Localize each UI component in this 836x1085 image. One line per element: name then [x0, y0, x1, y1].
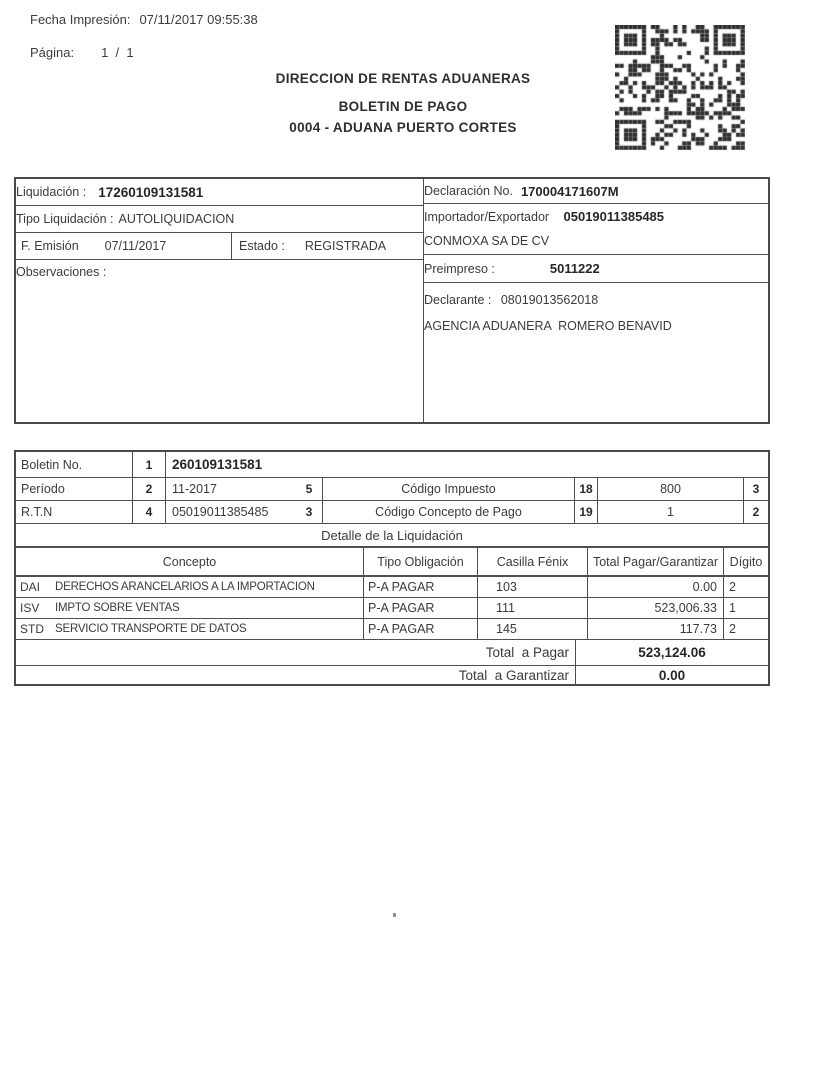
codigo-concepto-value: 1 [667, 505, 674, 519]
boletin-no-value: 260109131581 [172, 457, 263, 472]
importador-label: Importador/Exportador [424, 210, 550, 224]
detalle-header-row [16, 548, 768, 577]
total-value: 0.00 [587, 577, 723, 597]
observaciones-row [16, 260, 423, 420]
boletin-no-label: Boletin No. [21, 457, 83, 472]
org-title: DIRECCION DE RENTAS ADUANERAS [275, 71, 531, 86]
casilla-fenix-value: 111 [477, 598, 587, 618]
qr-code-icon [615, 25, 745, 150]
declarante-value: 08019013562018 [500, 293, 599, 307]
declarante-row [424, 283, 768, 345]
col-header-total: Total Pagar/Garantizar [587, 548, 723, 575]
aduana-title: 0004 - ADUANA PUERTO CORTES [289, 120, 517, 135]
f-emision-label: F. Emisión [21, 239, 79, 253]
tipo-obligacion-value: P-A PAGAR [363, 619, 477, 639]
liquidacion-value: 17260109131581 [98, 184, 204, 200]
doc-title: BOLETIN DE PAGO [338, 99, 468, 114]
scan-artifact-dot [393, 913, 396, 917]
pagina-line [30, 45, 134, 60]
importador-nombre: CONMOXA SA DE CV [424, 234, 550, 248]
digito-value: 2 [723, 577, 768, 597]
f-emision-value: 07/11/2017 [104, 239, 167, 253]
detalle-title-row [16, 524, 768, 548]
codigo-impuesto-casilla-num: 18 [574, 478, 598, 500]
importador-value: 05019011385485 [563, 209, 665, 224]
codigo-concepto-digito: 2 [743, 501, 768, 523]
observaciones-label: Observaciones : [16, 265, 107, 279]
declaracion-label: Declaración No. [424, 184, 513, 198]
boletin-no-casilla-num: 1 [132, 452, 166, 477]
total-pagar-label: Total a Pagar [485, 645, 569, 660]
total-garantizar-row [16, 666, 768, 684]
total-garantizar-value: 0.00 [575, 666, 768, 684]
preimpreso-label: Preimpreso : [424, 261, 495, 276]
col-header-digito: Dígito [723, 548, 768, 575]
declaracion-column [423, 179, 768, 422]
estado-label: Estado : [239, 239, 285, 253]
total-pagar-value: 523,124.06 [575, 640, 768, 665]
pagina-label: Página: [30, 45, 75, 60]
emision-estado-row [16, 233, 423, 260]
total-garantizar-label: Total a Garantizar [458, 667, 569, 683]
importador-row [424, 204, 768, 255]
concepto-code: ISV [20, 601, 40, 615]
total-value: 523,006.33 [587, 598, 723, 618]
tipo-obligacion-value: P-A PAGAR [363, 598, 477, 618]
digito-value: 2 [723, 619, 768, 639]
rtn-casilla-num: 4 [132, 501, 166, 523]
rtn-value: 05019011385485 [172, 505, 269, 519]
codigo-impuesto-label: Código Impuesto [401, 482, 496, 496]
preimpreso-value: 5011222 [549, 261, 600, 276]
fecha-impresion-line [30, 12, 258, 27]
pagina-value: 1 / 1 [101, 45, 134, 60]
concepto-name: DERECHOS ARANCELARIOS A LA IMPORTACION [55, 581, 315, 593]
codigo-concepto-label: Código Concepto de Pago [375, 505, 522, 519]
tipo-liquidacion-value: AUTOLIQUIDACION [118, 212, 235, 226]
concepto-code: STD [20, 622, 44, 636]
codigo-impuesto-value: 800 [660, 482, 681, 496]
casilla-fenix-value: 103 [477, 577, 587, 597]
declarante-label: Declarante : [424, 293, 492, 307]
estado-cell [231, 233, 423, 259]
liquidacion-info-table [14, 177, 770, 424]
periodo-value: 11-2017 [172, 482, 217, 496]
periodo-casilla-num2: 5 [296, 478, 323, 500]
f-emision-cell [16, 233, 231, 259]
liquidacion-label: Liquidación : [16, 185, 87, 199]
preimpreso-row [424, 255, 768, 283]
total-pagar-row [16, 640, 768, 666]
detalle-row [16, 598, 768, 619]
digito-value: 1 [723, 598, 768, 618]
fecha-impresion-value: 07/11/2017 09:55:38 [139, 12, 258, 27]
detalle-row [16, 619, 768, 640]
casilla-fenix-value: 145 [477, 619, 587, 639]
codigo-concepto-casilla-num: 19 [574, 501, 598, 523]
boletin-no-row [16, 452, 768, 478]
concepto-name: IMPTO SOBRE VENTAS [55, 602, 180, 614]
col-header-tipo-obligacion: Tipo Obligación [363, 548, 477, 575]
tipo-obligacion-value: P-A PAGAR [363, 577, 477, 597]
fecha-impresion-label: Fecha Impresión: [30, 12, 131, 27]
estado-value: REGISTRADA [304, 239, 387, 253]
col-header-casilla-fenix: Casilla Fénix [477, 548, 587, 575]
boletin-detalle-table [14, 450, 770, 686]
codigo-impuesto-digito: 3 [743, 478, 768, 500]
periodo-casilla-num: 2 [132, 478, 166, 500]
detalle-row [16, 577, 768, 598]
periodo-row [16, 478, 768, 501]
declaracion-row [424, 179, 768, 204]
rtn-label: R.T.N [21, 505, 53, 519]
tipo-liquidacion-row [16, 206, 423, 233]
col-header-concepto: Concepto [162, 554, 217, 569]
concepto-name: SERVICIO TRANSPORTE DE DATOS [55, 623, 247, 635]
liquidacion-column [16, 179, 423, 422]
total-value: 117.73 [587, 619, 723, 639]
tipo-liquidacion-label: Tipo Liquidación : [16, 212, 114, 226]
detalle-title: Detalle de la Liquidación [321, 527, 463, 543]
liquidacion-row [16, 179, 423, 206]
concepto-code: DAI [20, 580, 41, 594]
declarante-nombre: AGENCIA ADUANERA ROMERO BENAVID [424, 319, 672, 333]
rtn-row [16, 501, 768, 524]
declaracion-value: 170004171607M [520, 183, 619, 199]
periodo-label: Período [21, 482, 65, 496]
rtn-casilla-num2: 3 [296, 501, 323, 523]
